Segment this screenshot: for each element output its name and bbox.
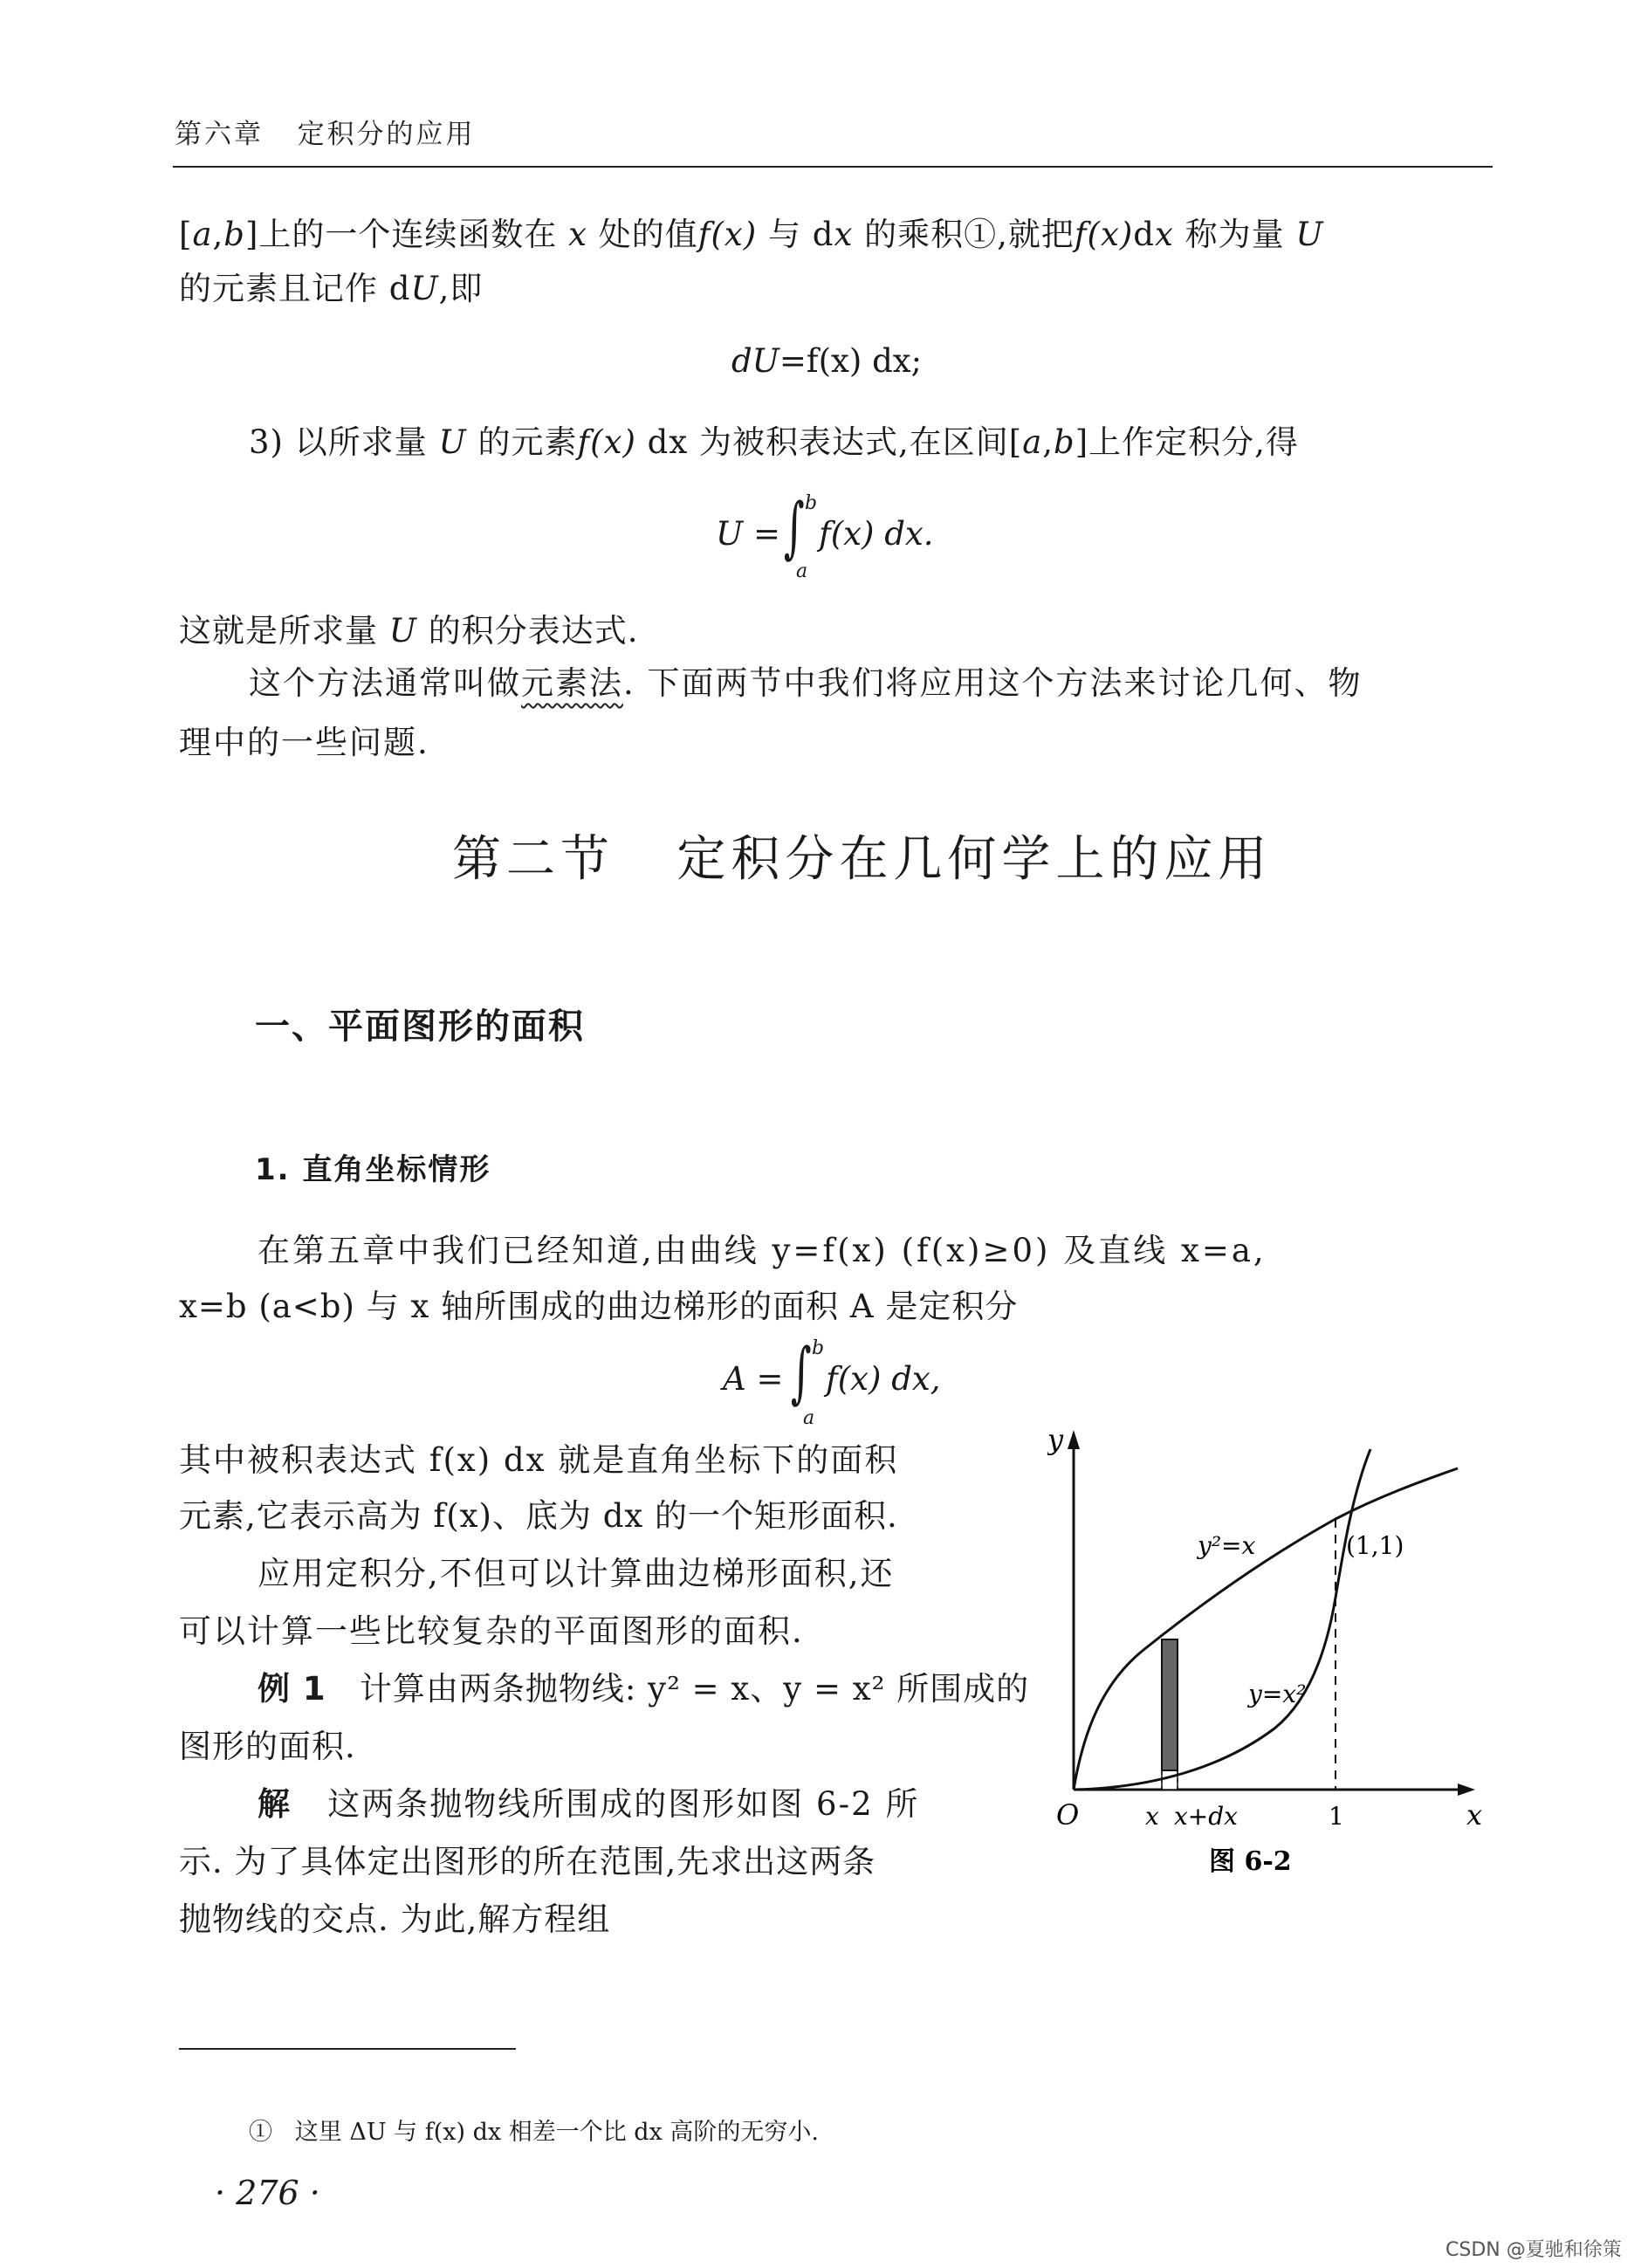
math-expr: f(x) <box>1074 216 1134 253</box>
integral-upper-limit: b <box>805 492 818 514</box>
integrand: f(x) dx. <box>819 515 934 553</box>
paragraph-application-line1: 应用定积分,不但可以计算曲边梯形面积,还 <box>258 1555 895 1592</box>
integrand: f(x) dx, <box>826 1360 941 1398</box>
example-1-line1 <box>258 1662 1029 1716</box>
paragraph-area-element-line2: 元素,它表示高为 f(x)、底为 dx 的一个矩形面积. <box>179 1497 898 1535</box>
example-1-line2: 图形的面积. <box>179 1728 356 1765</box>
paragraph-element-method-cont <box>179 716 429 770</box>
math-var: b <box>1054 423 1075 461</box>
text-run: 的积分表达式. <box>428 612 639 649</box>
equation-du <box>731 342 922 380</box>
header-rule <box>173 166 1493 168</box>
paragraph-element-definition <box>179 208 1324 316</box>
running-header <box>175 112 476 151</box>
paragraph-curved-trapezoid-line1: 在第五章中我们已经知道,由曲线 y=f(x) (f(x)≥0) 及直线 x=a, <box>258 1232 1267 1269</box>
label-x-axis: x <box>1466 1798 1483 1832</box>
integral-lower-limit: a <box>803 1407 815 1429</box>
subsubsection-title: 1. 直角坐标情形 <box>255 1152 491 1187</box>
curve-y-eq-x-squared <box>1074 1449 1370 1790</box>
text-run: dx 为被积表达式,在区间[ <box>647 423 1023 461</box>
section-title <box>452 821 1272 890</box>
math-expr: f(x) <box>697 216 758 253</box>
text-run: 理中的一些问题. <box>179 724 429 761</box>
label-x: x <box>1145 1802 1159 1831</box>
curve-y-squared-eq-x <box>1074 1468 1458 1790</box>
footnote-marker: ① <box>249 2119 272 2146</box>
label-x-plus-dx: x+dx <box>1174 1802 1238 1831</box>
text-run: ,即 <box>438 270 484 307</box>
math-expr: f(x) <box>577 423 636 461</box>
text-line <box>179 208 1324 262</box>
paragraph-step-3 <box>249 416 1299 470</box>
math-var: x <box>1154 216 1174 253</box>
text-run: 这个方法通常叫做 <box>249 664 521 702</box>
page-number: · 276 · <box>215 2174 320 2212</box>
math-var: x <box>834 216 854 253</box>
header-chapter: 第六章 <box>175 119 264 150</box>
text-run: , <box>212 216 224 253</box>
equation-integral-a <box>723 1333 985 1432</box>
footnote <box>249 2113 819 2147</box>
solution-label: 解 <box>258 1785 292 1823</box>
text-run: 3) 以所求量 <box>249 423 428 461</box>
label-one: 1 <box>1329 1802 1344 1831</box>
integral-sign-icon: ∫ <box>783 488 805 566</box>
footnote-rule <box>179 2048 516 2050</box>
paragraph-area-element-line1: 其中被积表达式 f(x) dx 就是直角坐标下的面积 <box>179 1441 899 1479</box>
text-run: ]上的一个连续函数在 <box>244 216 558 253</box>
label-origin: O <box>1056 1798 1080 1832</box>
text-run: 的元素 <box>477 423 578 461</box>
text-line <box>179 262 1324 316</box>
integral-sign-icon: ∫ <box>790 1333 812 1411</box>
figure-caption: 图 6-2 <box>1209 1846 1292 1877</box>
subsection-title: 一、平面图形的面积 <box>255 1007 585 1047</box>
text-run: ]上作定积分,得 <box>1075 423 1299 461</box>
solution-line3: 抛物线的交点. 为此,解方程组 <box>179 1900 611 1938</box>
paragraph-element-method <box>249 656 1363 711</box>
text-run: [ <box>179 216 193 253</box>
math-var: U <box>438 423 467 461</box>
watermark: CSDN @夏驰和徐策 <box>1445 2239 1622 2261</box>
text-run: 的元素且记作 d <box>179 270 411 307</box>
label-y-axis: y <box>1047 1423 1064 1456</box>
text-run: , <box>1042 423 1054 461</box>
label-curve-sqrt: y²=x <box>1198 1531 1256 1560</box>
equation-lhs: A = <box>723 1360 784 1398</box>
text-run: 称为量 <box>1184 216 1285 253</box>
label-intersection-point: (1,1) <box>1346 1531 1404 1560</box>
paragraph-application-line2: 可以计算一些比较复杂的平面图形的面积. <box>179 1612 804 1650</box>
math-var: U <box>410 270 439 307</box>
x-axis-arrow-icon <box>1458 1783 1475 1796</box>
math-var: a <box>192 216 213 253</box>
text-run: 与 d <box>768 216 834 253</box>
text-run: 处的值 <box>598 216 698 253</box>
integral-lower-limit: a <box>796 560 808 582</box>
paragraph-integral-expression <box>179 604 638 658</box>
example-label: 例 1 <box>258 1670 326 1708</box>
equation-rhs: =f(x) dx; <box>779 342 923 380</box>
figure-6-2 <box>1047 1423 1501 1912</box>
section-number: 第二节 <box>452 831 615 888</box>
header-title: 定积分的应用 <box>297 119 476 150</box>
text-run: 这两条抛物线所围成的图形如图 6-2 所 <box>327 1785 920 1823</box>
text-run: 计算由两条抛物线: y² = x、y = x² 所围成的 <box>359 1670 1030 1708</box>
math-var: U <box>388 612 417 649</box>
equation-lhs: dU <box>731 342 779 380</box>
section-heading: 定积分在几何学上的应用 <box>676 831 1273 888</box>
equation-lhs: U = <box>716 515 780 553</box>
area-element-strip <box>1162 1639 1178 1770</box>
y-axis-arrow-icon <box>1068 1430 1080 1449</box>
math-var: x <box>568 216 588 253</box>
text-run: d <box>1133 216 1155 253</box>
solution-line2: 示. 为了具体定出图形的所在范围,先求出这两条 <box>179 1843 876 1880</box>
text-run: 的乘积①,就把 <box>864 216 1075 253</box>
footnote-text: 这里 ΔU 与 f(x) dx 相差一个比 dx 高阶的无穷小. <box>294 2119 819 2146</box>
term-element-method: 元素法 <box>521 664 623 702</box>
label-curve-square: y=x² <box>1248 1680 1307 1708</box>
math-var: b <box>223 216 245 253</box>
math-var: a <box>1022 423 1043 461</box>
solution-line1 <box>258 1777 919 1832</box>
integral-upper-limit: b <box>812 1337 825 1359</box>
equation-integral-u <box>716 489 978 585</box>
math-var: U <box>1295 216 1324 253</box>
text-run: 这就是所求量 <box>179 612 378 649</box>
paragraph-curved-trapezoid-line2: x=b (a<b) 与 x 轴所围成的曲边梯形的面积 A 是定积分 <box>179 1288 1019 1325</box>
text-run: . 下面两节中我们将应用这个方法来讨论几何、物 <box>623 664 1363 702</box>
